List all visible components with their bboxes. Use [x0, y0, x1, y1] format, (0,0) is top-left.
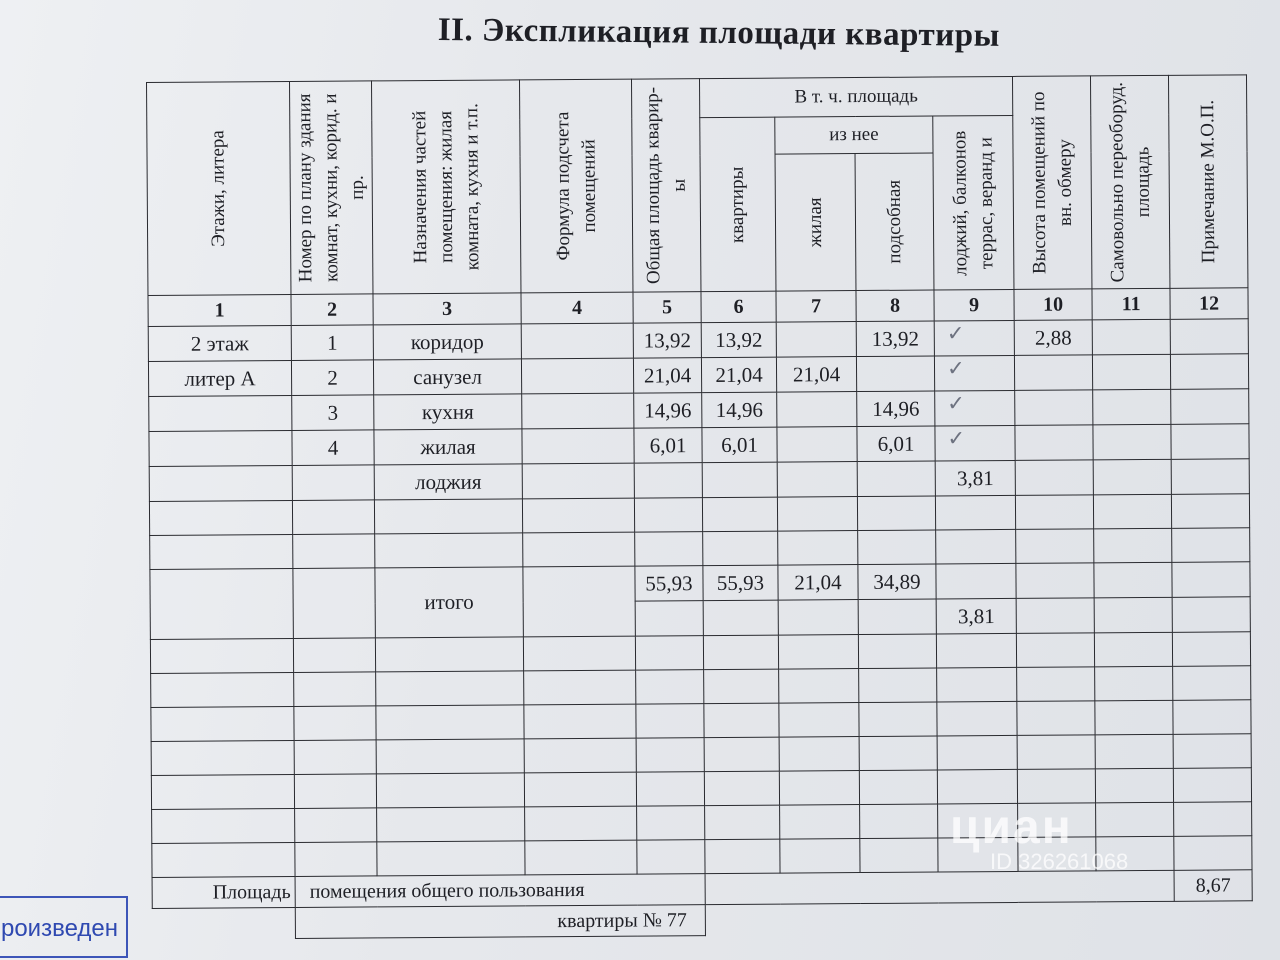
header-unauthorized: Самовольно переоборуд. площадь [1091, 75, 1170, 289]
common-area-label: Площадь [152, 876, 295, 908]
apartment-number: квартиры № 77 [295, 905, 705, 939]
header-auxiliary: подсобная [855, 153, 934, 291]
column-numbers-row: 1 2 3 4 5 6 7 8 9 10 11 12 [148, 288, 1248, 327]
totals-auxiliary: 34,89 [858, 564, 936, 600]
check-mark-icon: ✓ [935, 425, 1015, 461]
document-title: II. Экспликация площади квартиры [437, 12, 1001, 54]
totals-loggia: 3,81 [936, 598, 1016, 634]
check-mark-icon: ✓ [935, 390, 1015, 426]
header-floor: Этажи, литера [147, 81, 291, 295]
table-row: 3 кухня 14,96 14,96 14,96 ✓ [149, 389, 1249, 432]
common-area-description: помещения общего пользования [295, 874, 705, 908]
header-note: Примечание М.О.П. [1169, 75, 1248, 289]
header-of-which: из нее [775, 116, 933, 154]
header-loggia: лоджий, балконов террас, веранд и [933, 115, 1014, 290]
totals-label: итого [375, 567, 523, 638]
header-including-area: В т. ч. площадь [699, 76, 1012, 117]
check-mark-icon: ✓ [934, 355, 1014, 391]
watermark [950, 800, 1128, 875]
watermark-id: ID 326261068 [990, 849, 1129, 874]
header-apartment: квартиры [700, 117, 776, 292]
check-mark-icon: ✓ [934, 320, 1014, 356]
header-formula: Формула подсчета помещений [519, 79, 632, 293]
header-height: Высота помещений по вн. обмеру [1013, 76, 1092, 290]
header-living: жилая [775, 154, 856, 292]
table-row: лоджия 3,81 [149, 459, 1249, 502]
watermark-brand: циан [950, 801, 1073, 854]
stamp: роизведен [0, 896, 128, 958]
table-row: 4 жилая 6,01 6,01 6,01 ✓ [149, 424, 1249, 467]
table-row: литер А 2 санузел 21,04 21,04 21,04 ✓ [148, 354, 1248, 397]
header-total-area: Общая площадь квариры [631, 79, 700, 292]
totals-total: 55,93 [635, 566, 703, 601]
apartment-number-row [152, 901, 1252, 940]
totals-living: 21,04 [778, 565, 858, 601]
header-purpose: Назначения частей помещения: жилая комната, кухня и т.п. [371, 80, 520, 294]
header-plan-number: Номер по плану здания комнат, кухни, корид. и пр. [290, 81, 373, 295]
table-row: 2 этаж 1 коридор 13,92 13,92 13,92 ✓ 2,88 [148, 319, 1248, 362]
totals-apartment: 55,93 [703, 565, 778, 601]
explication-table-wrapper [146, 74, 1270, 932]
common-area-value: 8,67 [1174, 870, 1252, 902]
